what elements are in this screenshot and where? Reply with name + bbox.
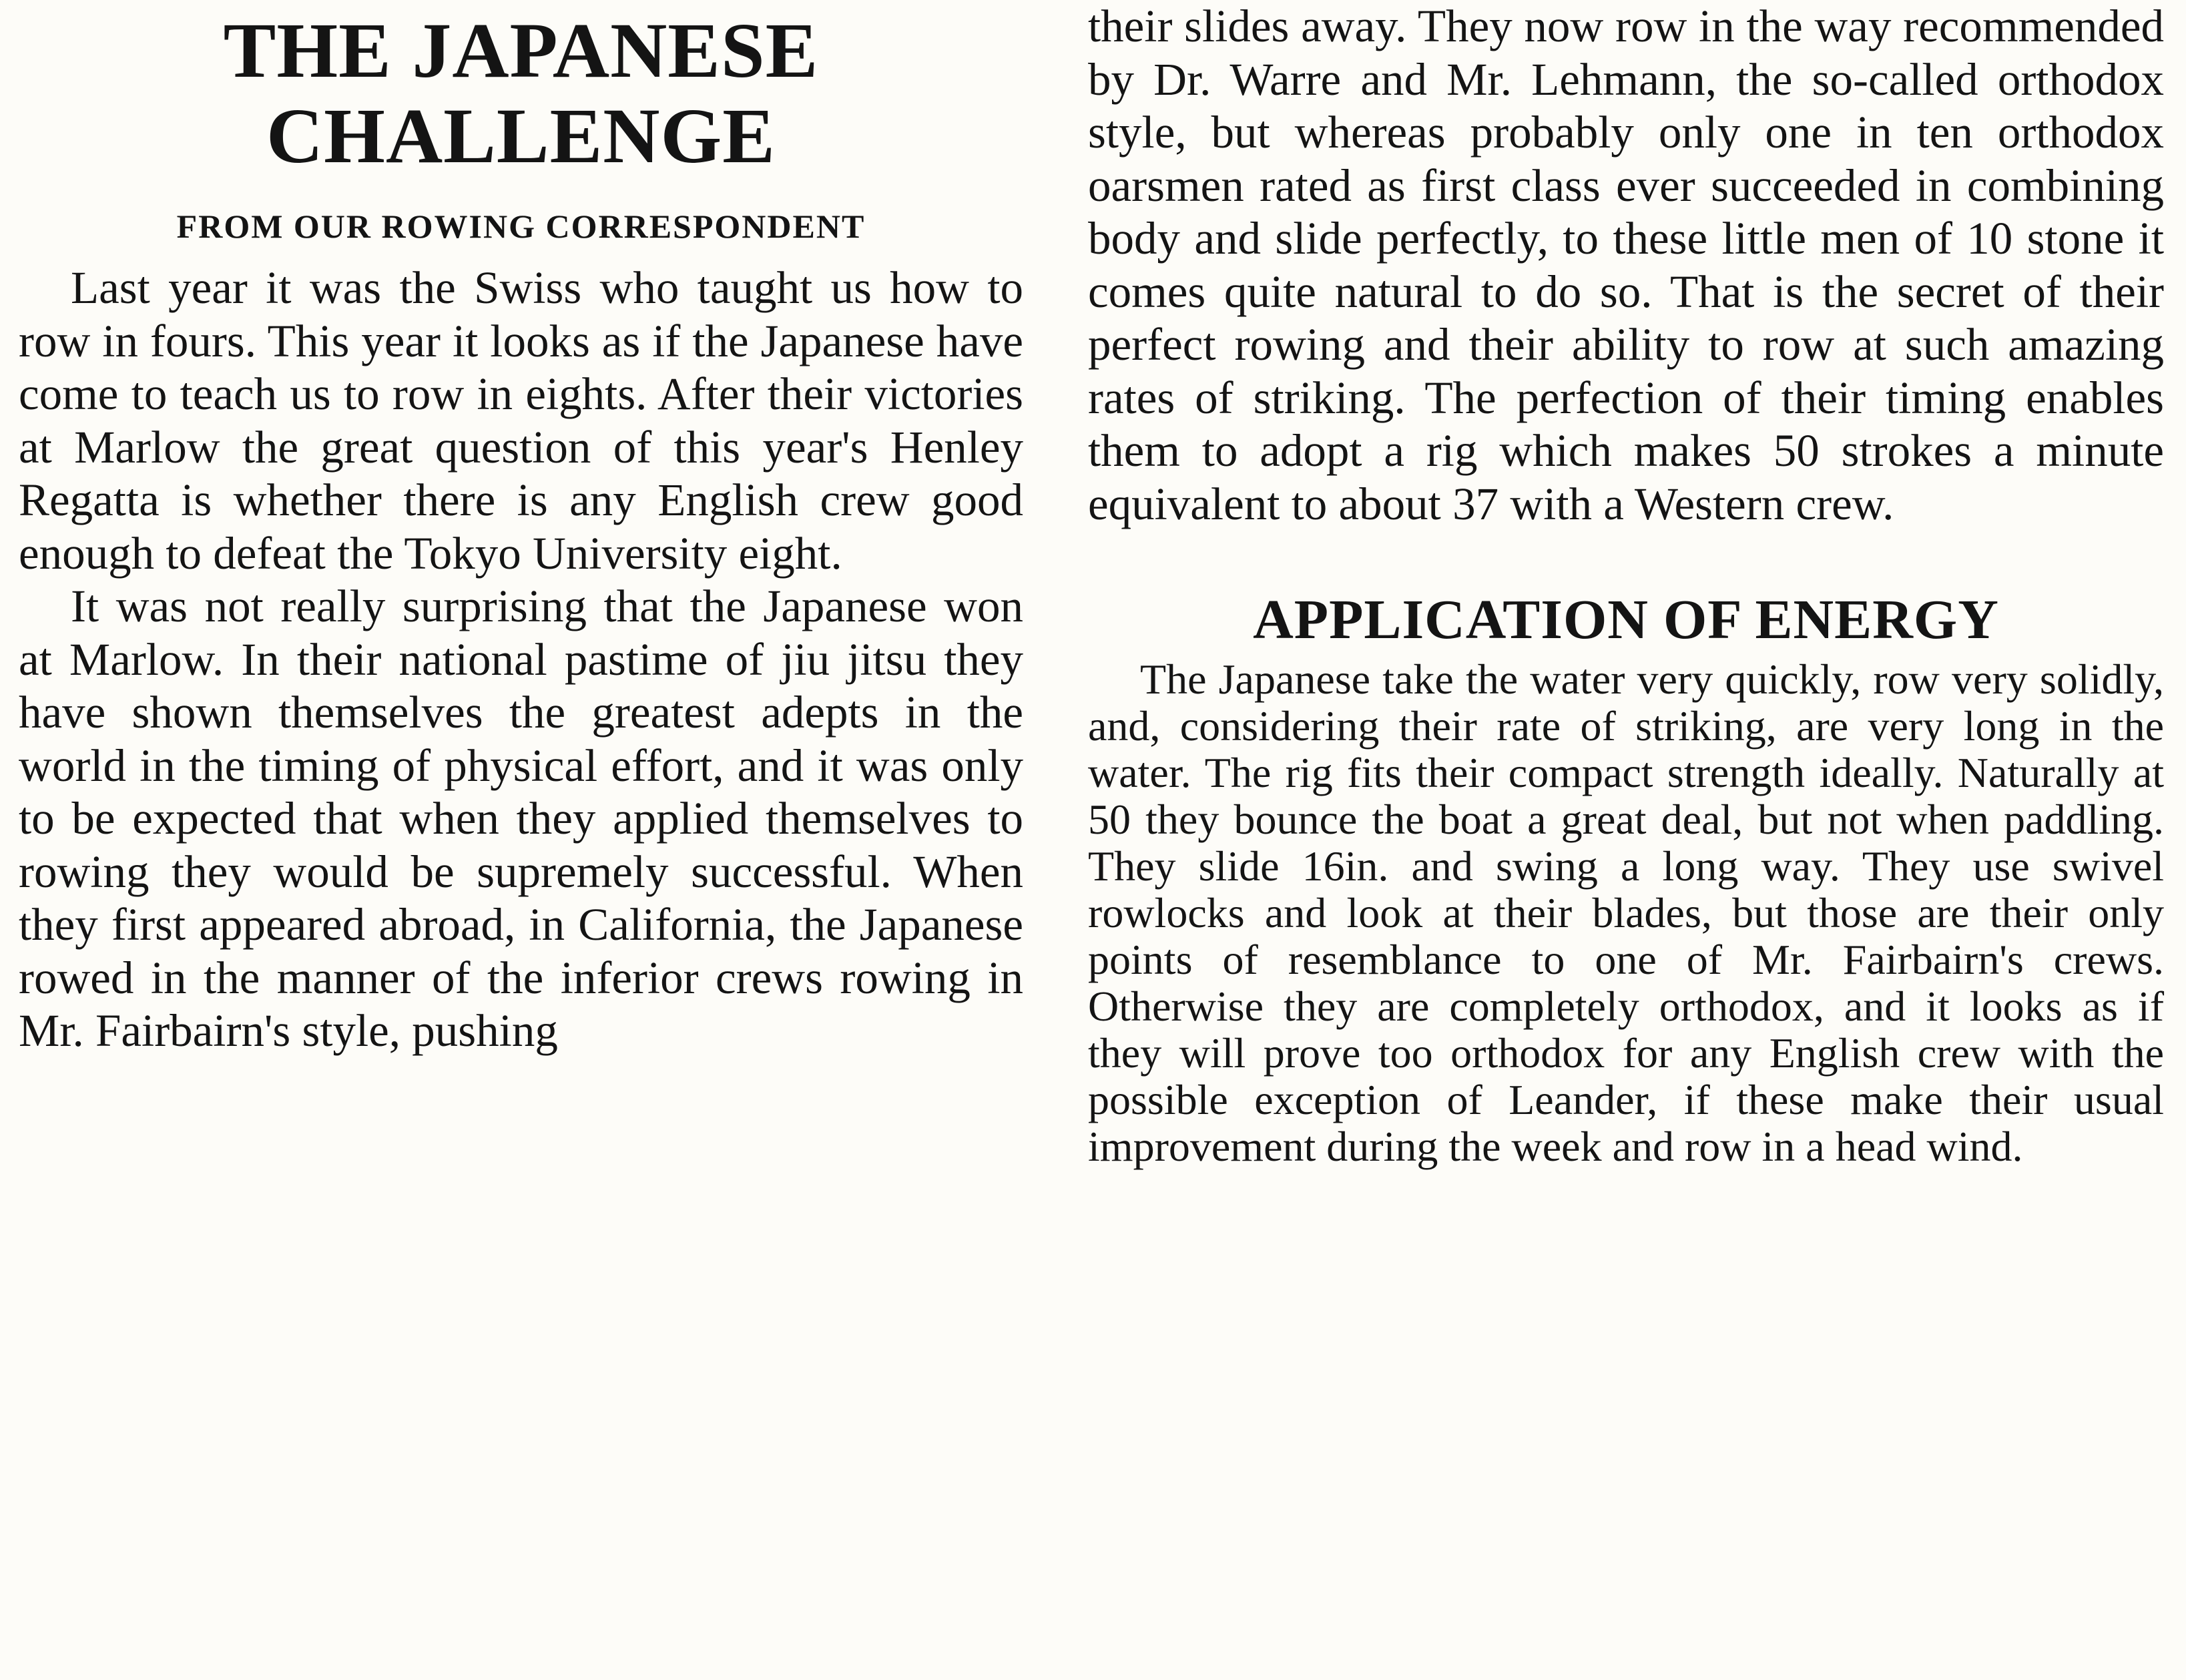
paragraph-3: The Japanese take the water very quickly, row very solidly, and, considering their rate of striking, are very long in the water. The rig fits their compact strength ideally. Naturally at 50 they bounce the boat a great deal, but not when paddling. They slide 16in. and swing a long way. They use swivel rowlocks and look at their blades, but those are their only points of resemblance to one of Mr. Fairbairn's crews. Otherwise they are completely orthodox, and it looks as if they will prove too orthodox for any English crew with the possible exception of Leander, if these make their usual improvement during the week and row in a head wind. [1088,655,2164,1170]
byline: FROM OUR ROWING CORRESPONDENT [176,208,866,245]
headline [19,0,1023,179]
paragraph-2-part-2: their slides away. They now row in the way recommended by Dr. Warre and Mr. Lehmann, the so-called orthodox style, but whereas probably only one in ten orthodox oarsmen rated as first class ever succeeded in combining body and slide perfectly, to these little men of 10 stone it comes quite natural to do so. That is the secret of their perfect rowing and their ability to row at such amazing rates of striking. The perfection of their timing enables them to adopt a rig which makes 50 strokes a minute equivalent to about 37 with a Western crew. [1088,1,2164,529]
subheading: APPLICATION OF ENERGY [1253,589,1999,651]
left-column [19,0,1023,1058]
headline-line-1: THE JAPANESE [223,7,819,94]
paragraph-2-part-1: It was not really surprising that the Japanese won at Marlow. In their national pastime of jiu jitsu they have shown themselves the greatest adepts in the world in the timing of physical effort, and it was only to be expected that when they applied themselves to rowing they would be supremely successful. When they first appeared abroad, in California, the Japanese rowed in the manner of the inferior crews rowing in Mr. Fairbairn's style, pushing [19,581,1023,1056]
paragraph-1: Last year it was the Swiss who taught us how to row in fours. This year it looks as if the Japanese have come to teach us to row in eights. After their victories at Marlow the great question of this year's Henley Regatta is whether there is any English crew good enough to defeat the Tokyo University eight. [19,262,1023,579]
right-column [1088,0,2164,1170]
headline-line-2: CHALLENGE [266,92,776,180]
